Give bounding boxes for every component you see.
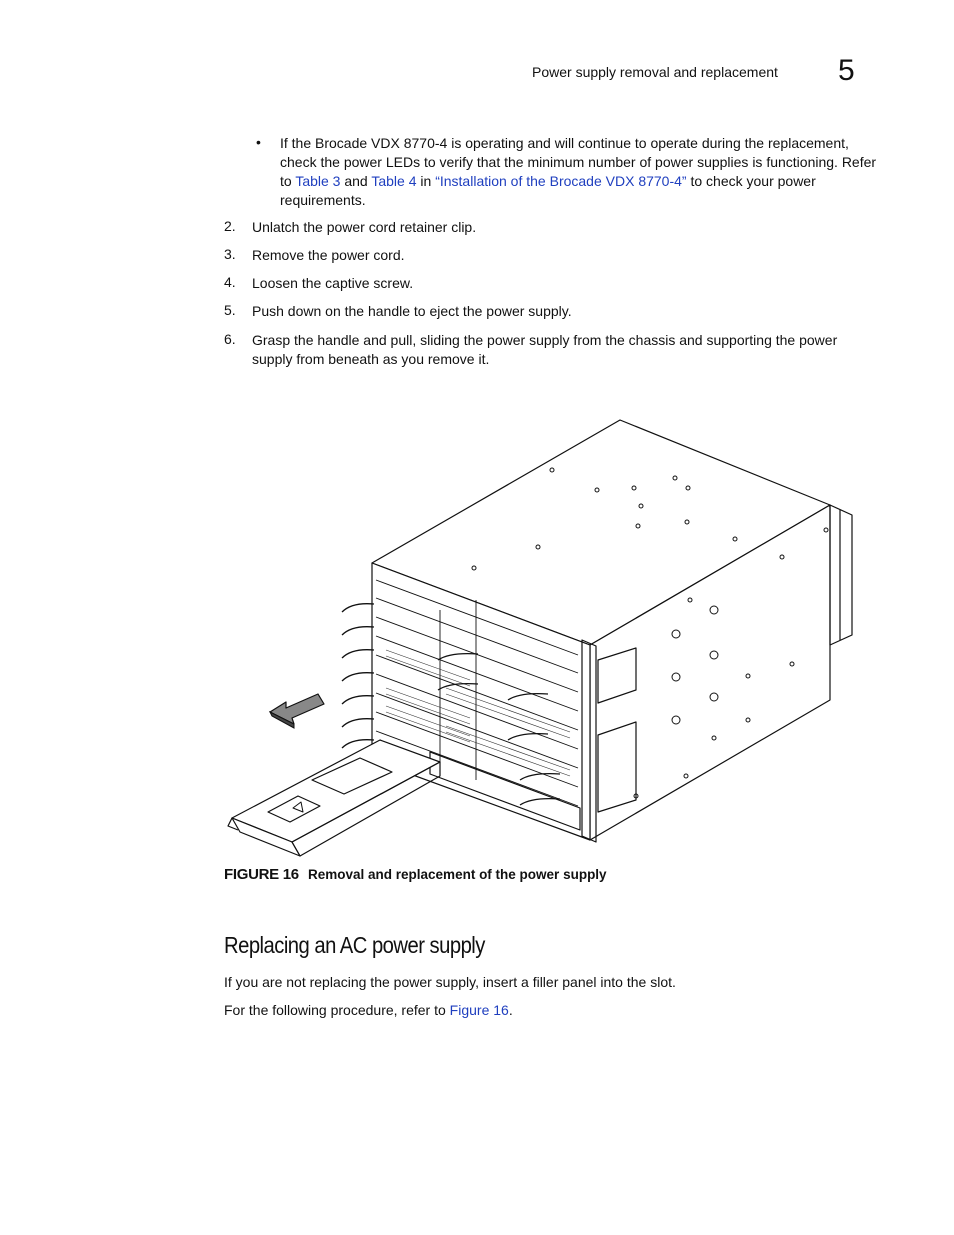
table-3-link[interactable]: Table 3 xyxy=(295,173,341,189)
step-number: 2. xyxy=(224,218,236,234)
figure-16-link[interactable]: Figure 16 xyxy=(449,1002,509,1018)
bullet-text-3: in xyxy=(416,173,436,189)
step-text: Grasp the handle and pull, sliding the power supply from the chassis and supporting the power supply from beneath as you remove it. xyxy=(252,332,838,367)
step-number: 5. xyxy=(224,302,236,318)
step-text: Loosen the captive screw. xyxy=(252,275,414,291)
step-number: 6. xyxy=(224,331,236,347)
procedure-reference-paragraph xyxy=(224,1001,513,1020)
para2-prefix: For the following procedure, refer to xyxy=(224,1002,450,1018)
figure-caption: Removal and replacement of the power supply xyxy=(308,867,607,882)
section-heading: Replacing an AC power supply xyxy=(224,932,485,958)
pull-direction-arrow xyxy=(270,694,324,728)
step-text: Remove the power cord. xyxy=(252,247,405,263)
bullet-marker: • xyxy=(256,134,261,150)
running-header-title: Power supply removal and replacement xyxy=(532,64,778,80)
para2-suffix: . xyxy=(508,1002,513,1018)
step-number: 3. xyxy=(224,246,236,262)
step-text: Push down on the handle to eject the power supply. xyxy=(252,303,572,319)
figure-label: FIGURE 16 xyxy=(224,866,299,883)
step-text: Unlatch the power cord retainer clip. xyxy=(252,219,477,235)
bullet-text-1: If the Brocade VDX 8770-4 is operating and will continue to operate during the replacement, check the power LEDs to verify that the minimum number of power supplies is functioning. Refer to xyxy=(280,135,877,189)
chapter-number: 5 xyxy=(838,54,855,87)
step-number: 4. xyxy=(224,274,236,290)
filler-panel-paragraph: If you are not replacing the power supply, insert a filler panel into the slot. xyxy=(224,974,676,990)
bullet-text-2: and xyxy=(340,173,372,189)
bullet-text-4: to check your power requirements. xyxy=(280,173,816,208)
installation-link[interactable]: “Installation of the Brocade VDX 8770-4” xyxy=(435,173,687,189)
table-4-link[interactable]: Table 4 xyxy=(371,173,417,189)
